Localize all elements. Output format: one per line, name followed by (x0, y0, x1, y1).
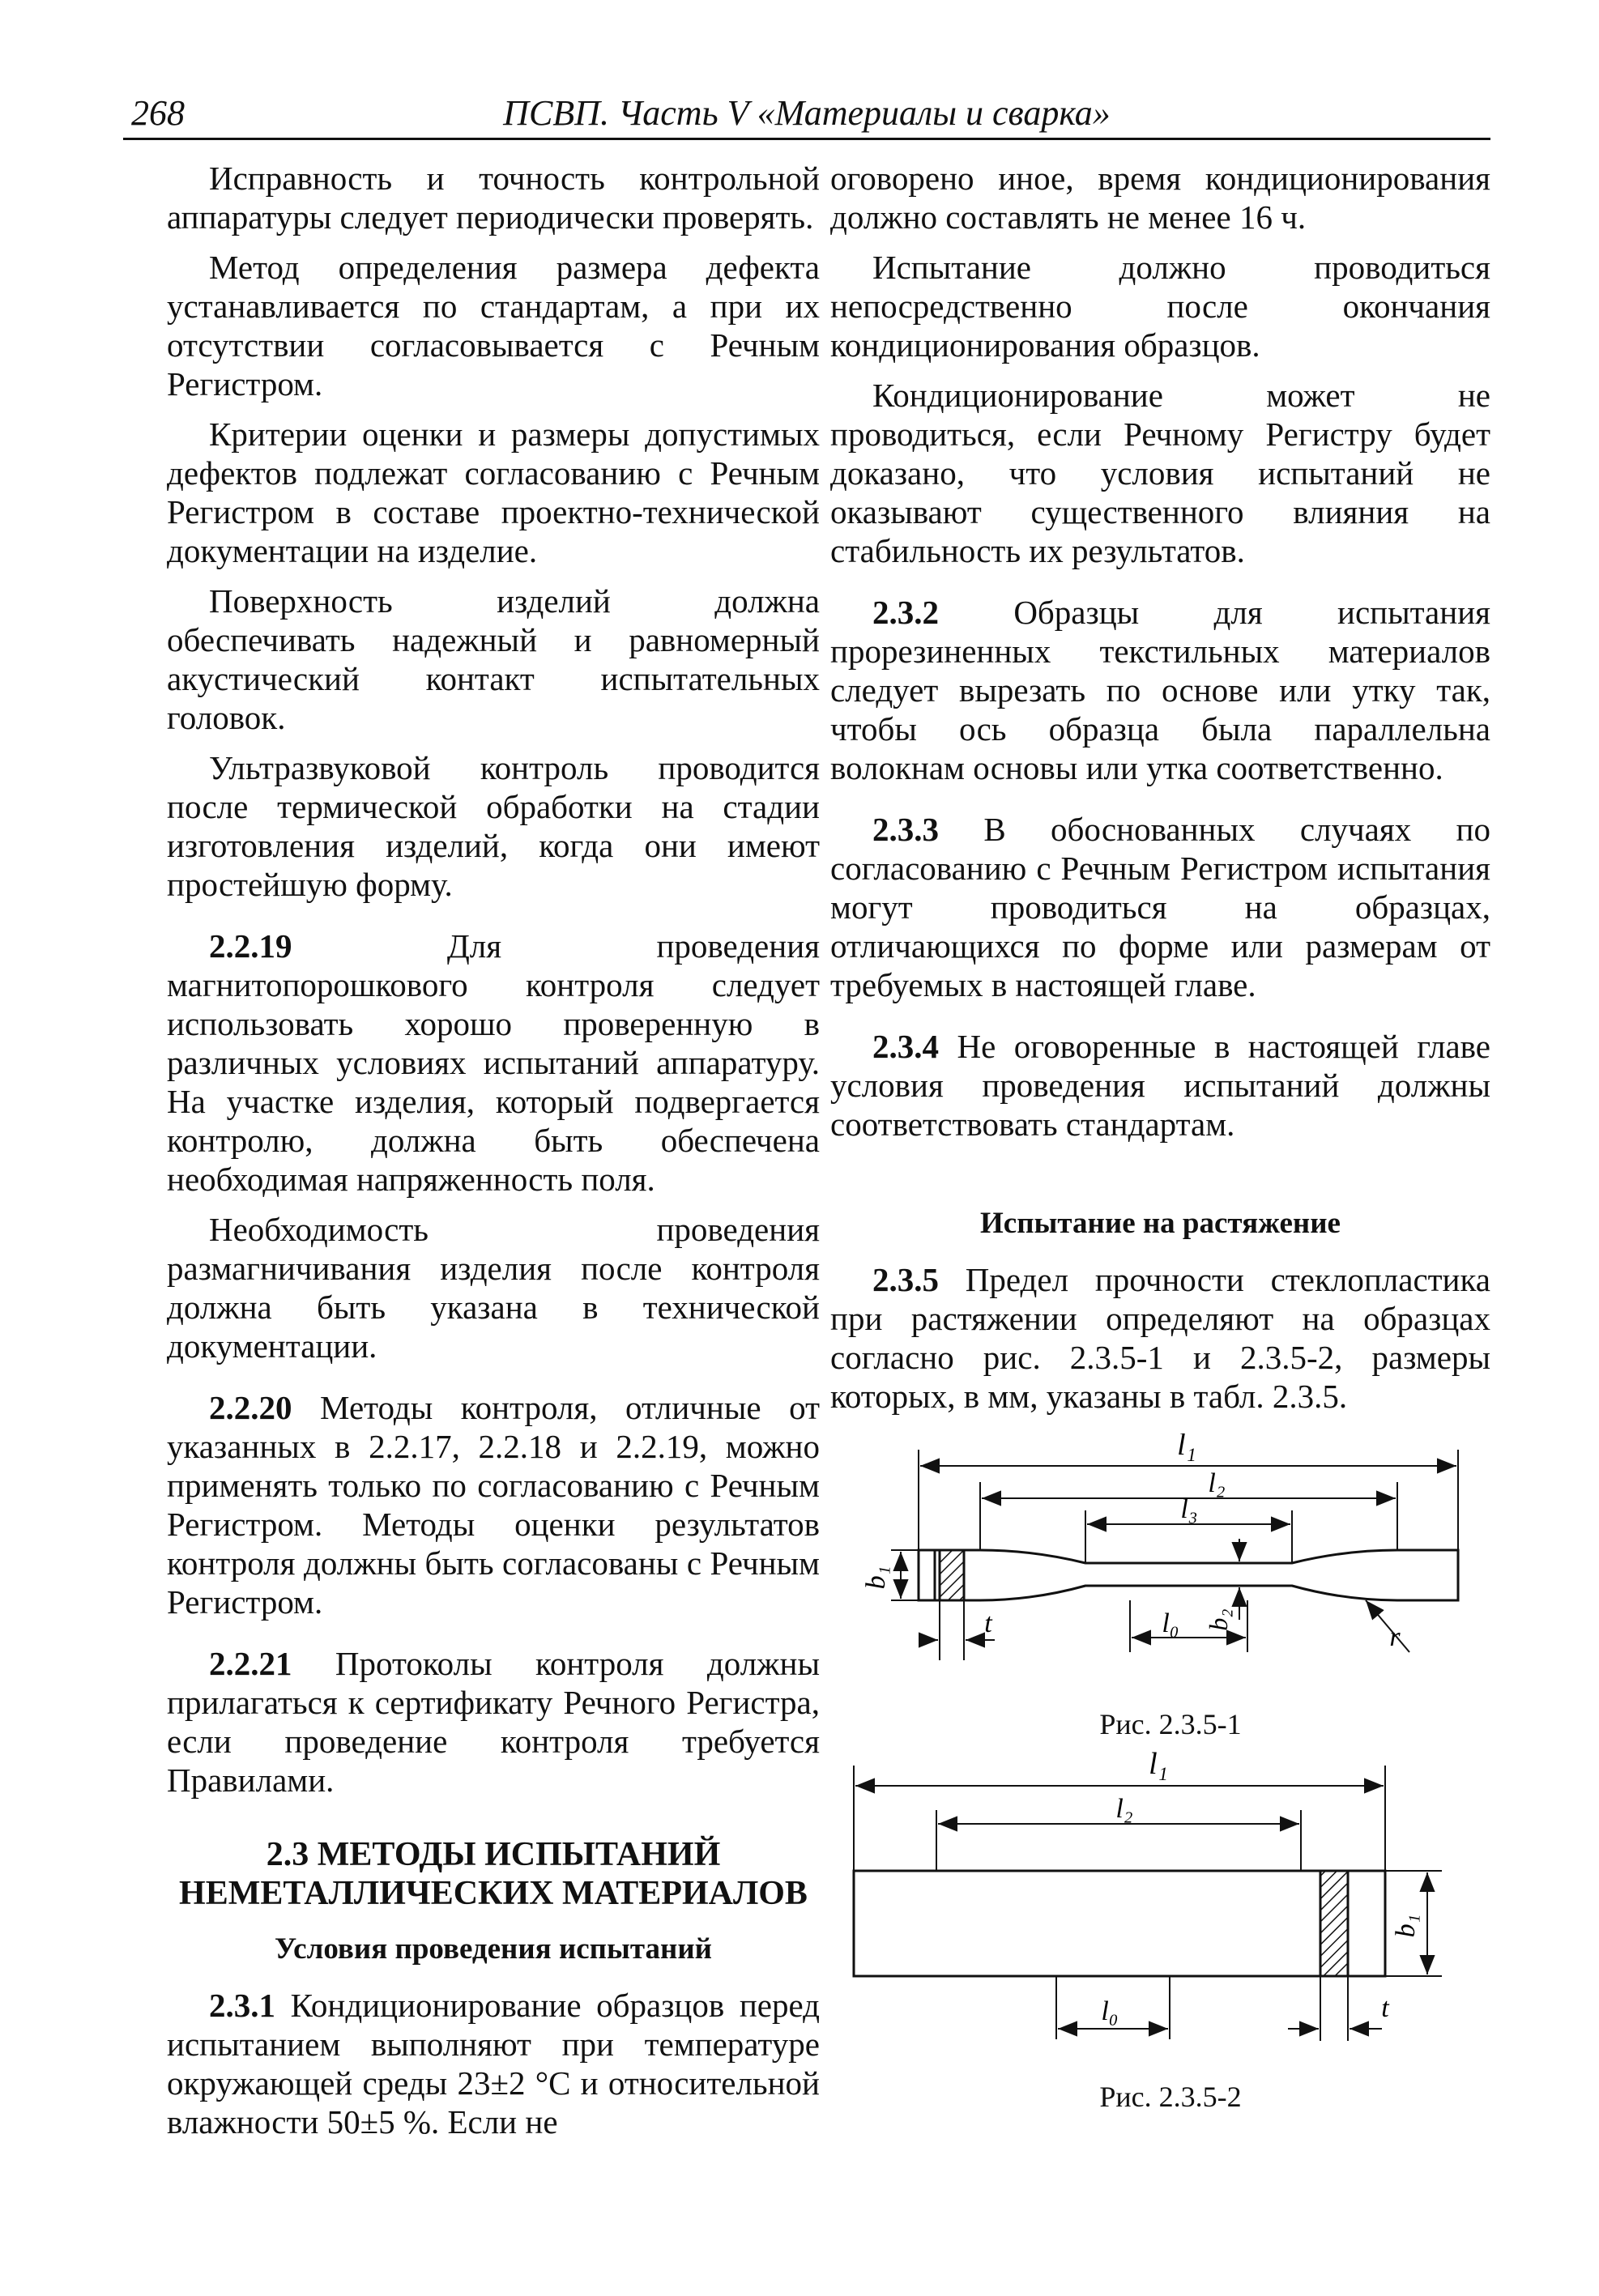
clause-number: 2.3.5 (872, 1261, 939, 1298)
hatched-section (1320, 1871, 1348, 1976)
subsection-title: Условия проведения испытаний (275, 1932, 712, 1966)
figure-caption: Рис. 2.3.5-1 (1099, 1708, 1242, 1740)
section-title (167, 1835, 820, 1913)
label-r: r (1389, 1622, 1401, 1652)
specimen-outline (854, 1871, 1385, 1976)
clause-2-2-20 (167, 1388, 820, 1621)
clause-2-3-2 (830, 593, 1490, 787)
clause-text: Образцы для испытания прорезиненных текстильных материалов следует вырезать по основе или утку так, чтобы ось образца была параллельна волокнам основы или утка соответственно. (830, 594, 1490, 786)
label-l3: l₃ (1180, 1494, 1198, 1524)
label-b1: b₁ (861, 1565, 891, 1590)
clause-text: Методы контроля, отличные от указанных в 2.2.17, 2.2.18 и 2.2.19, можно применять только по согласованию с Речным Регистром. Методы оценки результатов контроля должны быть согласованы с Речным Регистром. (167, 1389, 820, 1621)
clause-text: Для проведения магнитопорошкового контроля следует использовать хорошо проверенную в различных условиях испытаний аппаратуру. На участке изделия, который подвергается контролю, должна быть обеспечена необходимая напряженность поля. (167, 927, 820, 1198)
paragraph: Необходимость проведения размагничивания изделия после контроля должна быть указана в технической документации. (167, 1211, 820, 1365)
label-b1: b₁ (1391, 1914, 1421, 1938)
clause-2-3-1 (167, 1986, 820, 2141)
clause-number: 2.2.21 (209, 1645, 292, 1682)
figure-2-3-5-2 (851, 1749, 1490, 2114)
figure-2-3-5-1 (851, 1433, 1490, 1741)
paragraph: Метод определения размера дефекта устанавливается по стандартам, а при их отсутствии согласовывается с Речным Регистром. (167, 249, 820, 403)
clause-2-3-5 (830, 1260, 1490, 1416)
label-l2: l₂ (1115, 1794, 1133, 1824)
radius-leader (1366, 1600, 1409, 1652)
running-title: ПСВП. Часть V «Материалы и сварка» (503, 93, 1111, 133)
hatched-section (940, 1550, 964, 1600)
clause-number: 2.3.4 (872, 1028, 939, 1065)
page-number: 268 (131, 93, 185, 133)
label-t: t (984, 1608, 992, 1638)
clause-text: Не оговоренные в настоящей главе условия проведения испытаний должны соответствовать стандартам. (830, 1028, 1490, 1143)
paragraph: Исправность и точность контрольной аппаратуры следует периодически проверять. (167, 160, 820, 236)
paragraph: Поверхность изделий должна обеспечивать надежный и равномерный акустический контакт испытательных головок. (167, 582, 820, 736)
subsection-title: Испытание на растяжение (980, 1207, 1341, 1240)
figure-caption: Рис. 2.3.5-2 (1099, 2081, 1242, 2113)
clause-text: В обоснованных случаях по согласованию с Речным Регистром испытания могут проводиться на образцах, отличающихся по форме или размерам от требуемых в настоящей главе. (830, 811, 1490, 1003)
section-title-line1: 2.3 МЕТОДЫ ИСПЫТАНИЙ (266, 1836, 721, 1873)
left-column (167, 159, 820, 2153)
label-l2: l₂ (1208, 1468, 1226, 1498)
clause-text: Предел прочности стеклопластика при растяжении определяют на образцах согласно рис. 2.3.5-1 и 2.3.5-2, размеры которых, в мм, указаны в табл. 2.3.5. (830, 1261, 1490, 1415)
clause-2-2-19 (167, 926, 820, 1199)
label-b2: b₂ (1204, 1608, 1233, 1631)
right-column (830, 159, 1490, 1427)
grip-end (919, 1550, 935, 1600)
label-t: t (1381, 1993, 1389, 2023)
page-header (123, 87, 1490, 140)
specimen-outline (919, 1550, 1458, 1600)
section-title-line2: НЕМЕТАЛЛИЧЕСКИХ МАТЕРИАЛОВ (179, 1875, 808, 1912)
clause-text: Кондиционирование образцов перед испытанием выполняют при температуре окружающей среды 23±2 °С и относительной влажности 50±5 %. Если не (167, 1987, 820, 2141)
clause-2-3-3 (830, 810, 1490, 1004)
paragraph: Ультразвуковой контроль проводится после термической обработки на стадии изготовления изделий, когда они имеют простейшую форму. (167, 749, 820, 903)
paragraph: Критерии оценки и размеры допустимых дефектов подлежат согласованию с Речным Регистром в составе проектно-технической документации на изделие. (167, 415, 820, 569)
paragraph: Кондиционирование может не проводиться, если Речному Регистру будет доказано, что условия испытаний не оказывают существенного влияния на стабильность их результатов. (830, 377, 1490, 569)
label-l0: l₀ (1162, 1608, 1179, 1638)
clause-number: 2.3.3 (872, 811, 939, 848)
label-l1: l₁ (1177, 1433, 1196, 1462)
clause-2-3-4 (830, 1027, 1490, 1144)
label-l1: l₁ (1149, 1749, 1168, 1781)
clause-number: 2.3.2 (872, 594, 939, 631)
clause-number: 2.3.1 (209, 1987, 275, 2024)
clause-2-2-21 (167, 1644, 820, 1800)
clause-number: 2.2.20 (209, 1389, 292, 1426)
paragraph: Испытание должно проводиться непосредственно после окончания кондиционирования образцов. (830, 249, 1490, 364)
label-l0: l₀ (1101, 1996, 1119, 2026)
clause-text: Протоколы контроля должны прилагаться к сертификату Речного Регистра, если проведение контроля требуется Правилами. (167, 1645, 820, 1799)
specimen-drawing-rectangular (851, 1749, 1490, 2073)
paragraph: оговорено иное, время кондиционирования должно составлять не менее 16 ч. (830, 160, 1490, 236)
specimen-drawing-dogbone (851, 1433, 1490, 1701)
clause-number: 2.2.19 (209, 927, 292, 965)
